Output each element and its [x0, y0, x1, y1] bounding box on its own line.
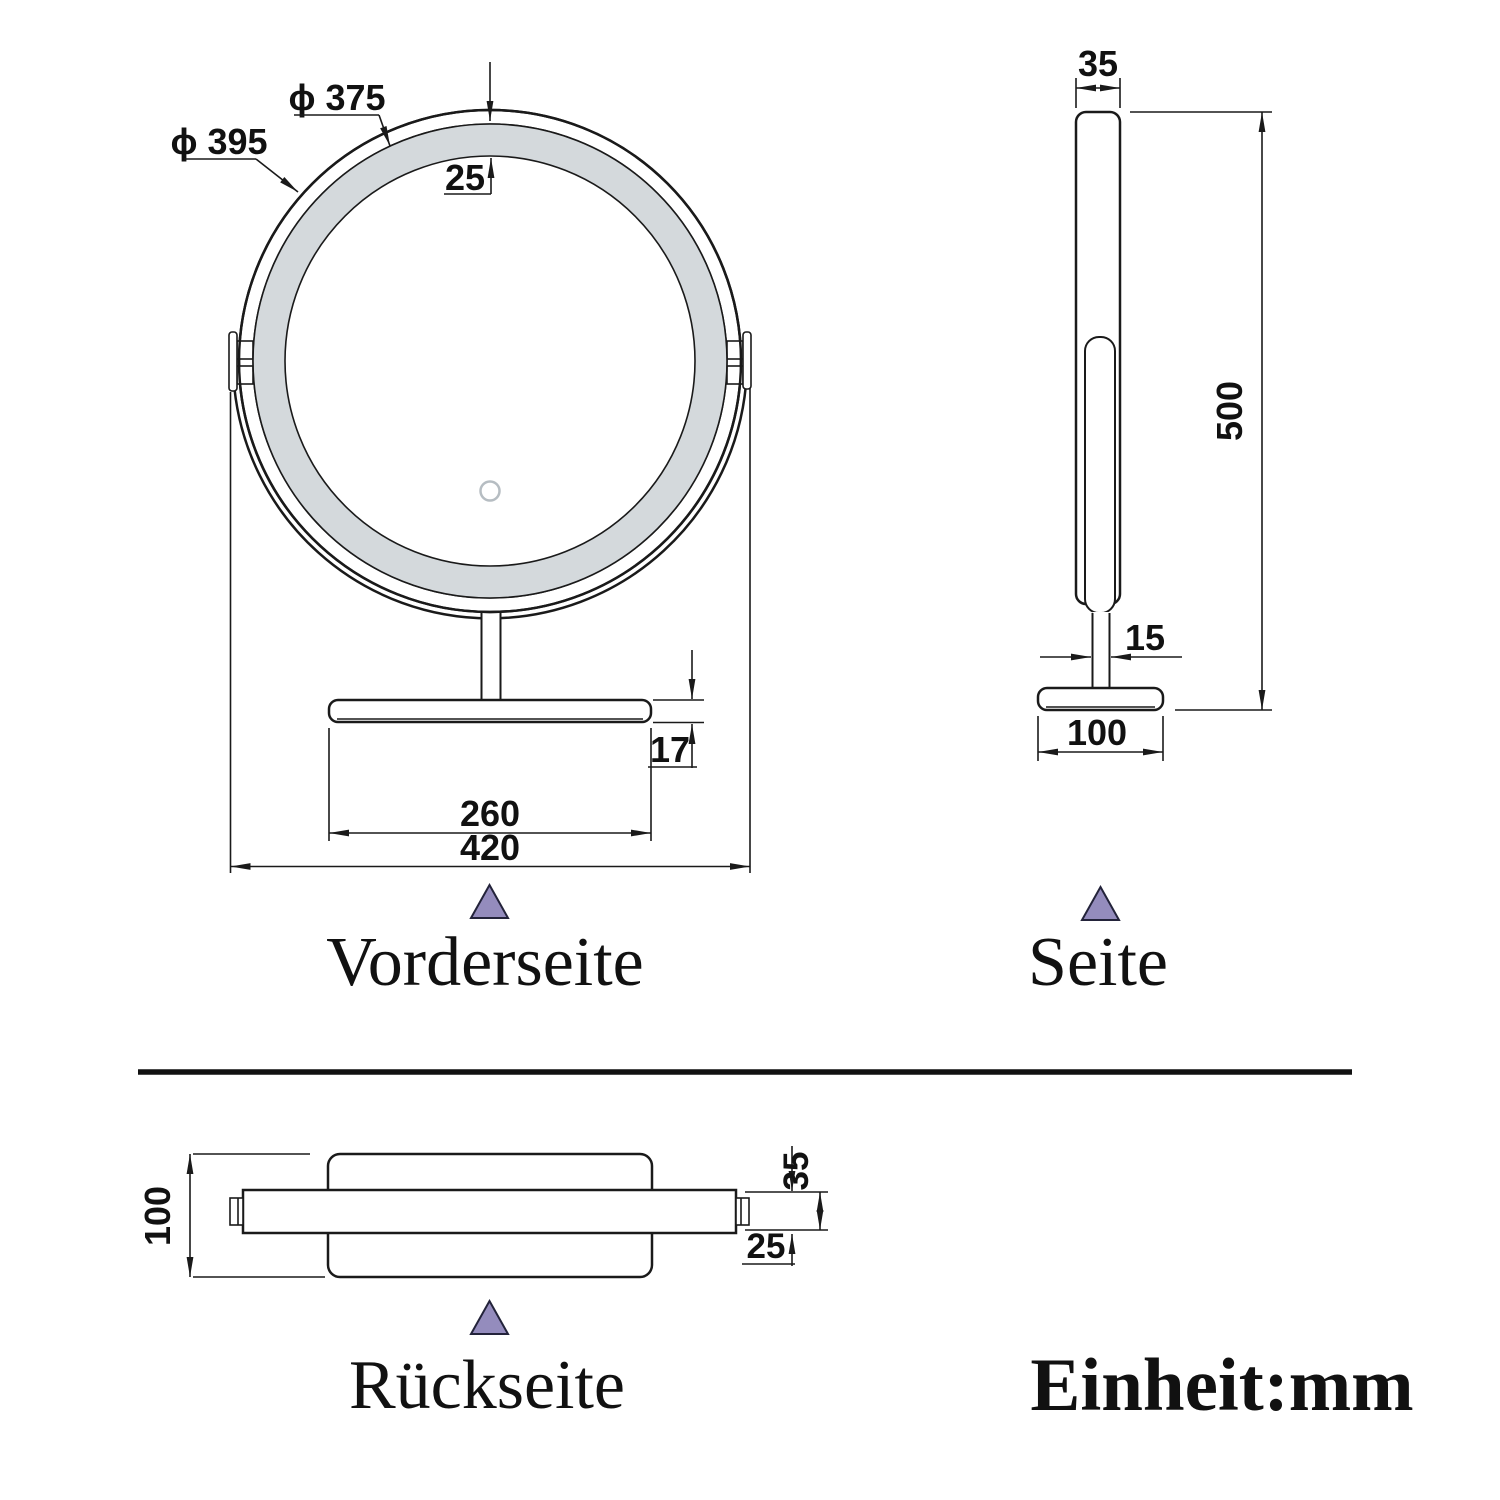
stem-fill [1093, 612, 1110, 690]
front-view [170, 62, 751, 1001]
dim-base-depth: 100 [1066, 712, 1128, 753]
dim-stem-width: 15 [1124, 617, 1166, 658]
view-marker-triangle [471, 885, 508, 918]
dim-total-height: 500 [1209, 380, 1250, 442]
view-marker-triangle [471, 1301, 508, 1334]
dim-thickness: 35 [1077, 43, 1119, 84]
mirror-bar-back [243, 1190, 736, 1233]
end-clip-right [736, 1198, 749, 1225]
hinge-strip-left [229, 332, 237, 391]
dim-arrow [256, 159, 298, 192]
hinge-strip-right [743, 332, 751, 389]
dim-base-height: 17 [649, 729, 691, 770]
dim-bar-thickness: 35 [777, 1151, 816, 1191]
mirror-outer-circle [239, 110, 741, 612]
dim-total-width: 420 [459, 827, 521, 868]
dim-base-width: 260 [459, 793, 521, 834]
back-view-label: Rückseite [348, 1347, 626, 1424]
dim-outer-diameter: ϕ 395 [170, 121, 268, 162]
dim-body-depth: 100 [137, 1185, 178, 1247]
dim-clip-offset: 25 [746, 1227, 786, 1266]
dim-ring-width: 25 [444, 157, 486, 198]
unit-note: Einheit:mm [1030, 1344, 1414, 1427]
side-view-label: Seite [1028, 924, 1168, 1001]
end-clip-left [230, 1198, 243, 1225]
side-view [1028, 43, 1272, 1001]
back-view [137, 1146, 828, 1424]
stand-stem-fill [482, 608, 501, 702]
view-marker-triangle [1082, 887, 1119, 920]
front-view-label: Vorderseite [326, 924, 644, 1001]
stand-arm-profile [1085, 337, 1115, 613]
dim-mirror-diameter: ϕ 375 [288, 77, 386, 118]
